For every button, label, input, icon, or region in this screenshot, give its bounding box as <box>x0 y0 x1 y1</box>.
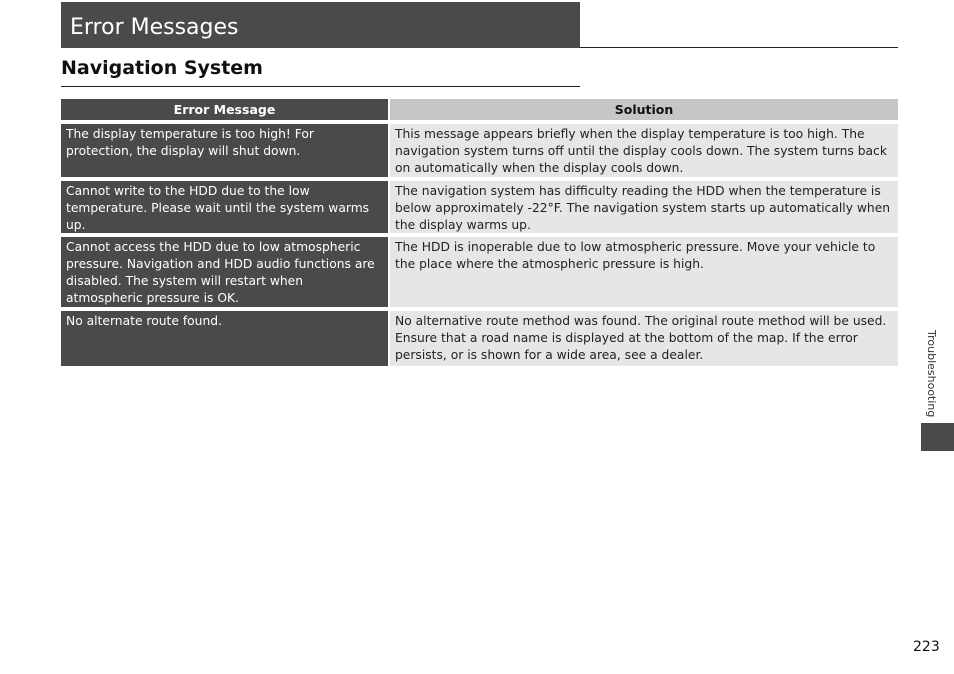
solution-cell: The navigation system has difficulty reading the HDD when the temperature is below approximately -22°F. The navigation system starts up automatically when the display warms up. <box>390 181 898 233</box>
section-title: Navigation System <box>61 57 263 79</box>
table-row <box>61 124 898 177</box>
error-message-cell: Cannot access the HDD due to low atmospheric pressure. Navigation and HDD audio functions are disabled. The system will restart when atmospheric pressure is OK. <box>61 237 388 307</box>
chapter-tab-marker[interactable] <box>921 423 954 451</box>
column-header-solution: Solution <box>390 99 898 120</box>
error-message-cell: The display temperature is too high! For protection, the display will shut down. <box>61 124 388 177</box>
error-message-cell: Cannot write to the HDD due to the low temperature. Please wait until the system warms up. <box>61 181 388 233</box>
solution-cell: No alternative route method was found. The original route method will be used. Ensure that a road name is displayed at the bottom of the map. If the error persists, or is shown for a wide area, see a dealer. <box>390 311 898 366</box>
page-title: Error Messages <box>61 2 580 48</box>
table-row <box>61 181 898 233</box>
section-divider <box>61 86 580 87</box>
page-number: 223 <box>913 639 940 655</box>
solution-cell: The HDD is inoperable due to low atmospheric pressure. Move your vehicle to the place where the atmospheric pressure is high. <box>390 237 898 307</box>
table-row <box>61 311 898 366</box>
error-message-table <box>61 99 898 370</box>
solution-cell: This message appears briefly when the display temperature is too high. The navigation system turns off until the display cools down. The system turns back on automatically when the display cools down. <box>390 124 898 177</box>
title-divider <box>580 47 898 48</box>
table-header-row <box>61 99 898 120</box>
table-row <box>61 237 898 307</box>
chapter-side-label: Troubleshooting <box>925 330 938 418</box>
error-message-cell: No alternate route found. <box>61 311 388 366</box>
column-header-error-message: Error Message <box>61 99 388 120</box>
